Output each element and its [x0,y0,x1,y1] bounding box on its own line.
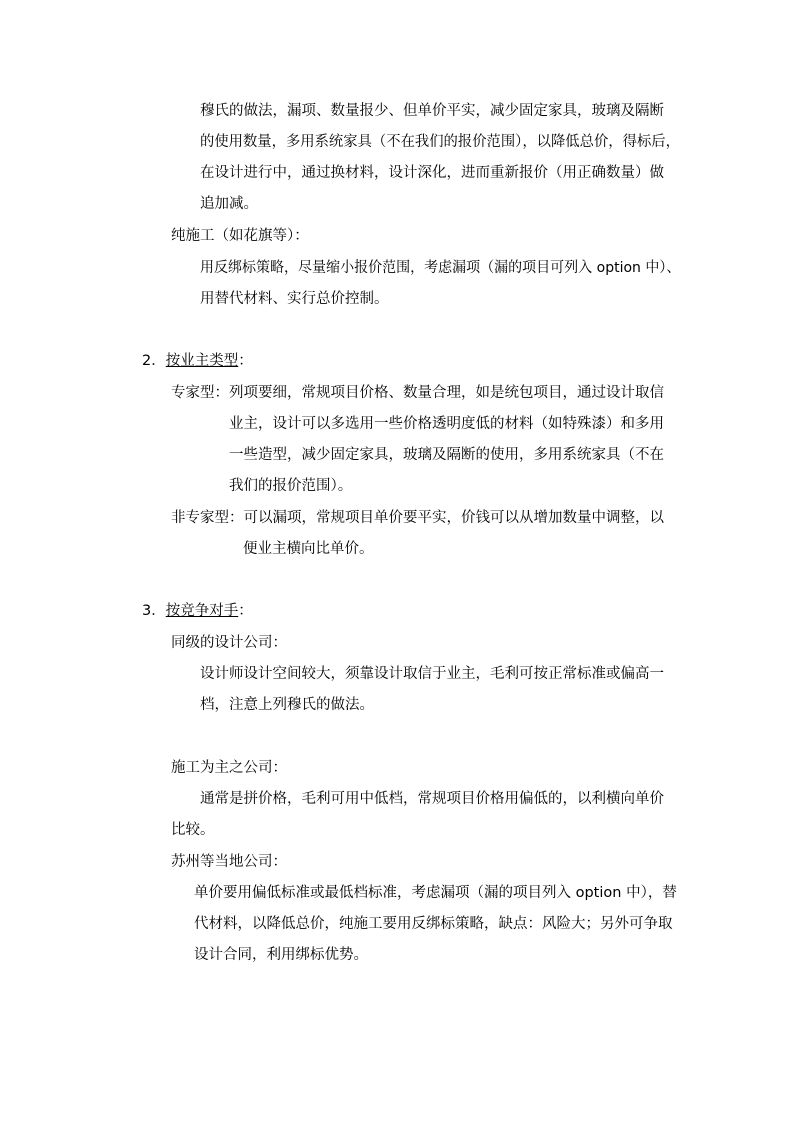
section-colon: ： [238,603,253,619]
text-line: 单价要用偏低标准或最低档标准，考虑漏项（漏的项目列入 option 中），替 [194,885,677,901]
text-line: 追加减。 [200,196,258,212]
text-line: 比较。 [171,822,215,838]
section-number: 3． [142,603,166,619]
text-line: 档，注意上列穆氏的做法。 [200,697,374,713]
text-line: 用反绑标策略，尽量缩小报价范围，考虑漏项（漏的项目可列入 option 中）、 [200,260,681,276]
text-line: 设计合同，利用绑标优势。 [194,947,368,963]
section-number: 2． [142,353,166,369]
text-line: 穆氏的做法，漏项、数量报少、但单价平实，减少固定家具，玻璃及隔断 [200,103,664,119]
text-line: 一些造型，减少固定家具，玻璃及隔断的使用，多用系统家具（不在 [229,447,664,463]
text-line: 用替代材料、实行总价控制。 [200,291,389,307]
text-line: 我们的报价范围）。 [229,478,353,494]
text-line: 非专家型：可以漏项，常规项目单价要平实，价钱可以从增加数量中调整，以 [171,510,664,526]
subheading: 施工为主之公司： [171,760,287,776]
text-line: 的使用数量，多用系统家具（不在我们的报价范围），以降低总价，得标后， [200,134,680,150]
text-line: 便业主横向比单价。 [243,541,374,557]
section-colon: ： [238,353,253,369]
text-line: 专家型：列项要细，常规项目价格、数量合理，如是统包项目，通过设计取信 [171,385,664,401]
text-line: 业主，设计可以多选用一些价格透明度低的材料（如特殊漆）和多用 [229,416,664,432]
subheading: 同级的设计公司： [171,635,287,651]
subheading: 纯施工（如花旗等）： [171,228,309,244]
section-heading [142,601,253,621]
text-line: 在设计进行中，通过换材料，设计深化，进而重新报价（用正确数量）做 [200,165,664,181]
section-heading [142,351,253,371]
subheading: 苏州等当地公司： [171,854,287,870]
text-line: 通常是拼价格，毛利可用中低档，常规项目价格用偏低的，以利横向单价 [200,791,664,807]
text-line: 代材料，以降低总价，纯施工要用反绑标策略，缺点：风险大；另外可争取 [194,916,673,932]
section-title: 按竞争对手 [165,603,239,619]
text-line: 设计师设计空间较大，须靠设计取信于业主，毛利可按正常标准或偏高一 [200,666,664,682]
section-title: 按业主类型 [165,353,239,369]
